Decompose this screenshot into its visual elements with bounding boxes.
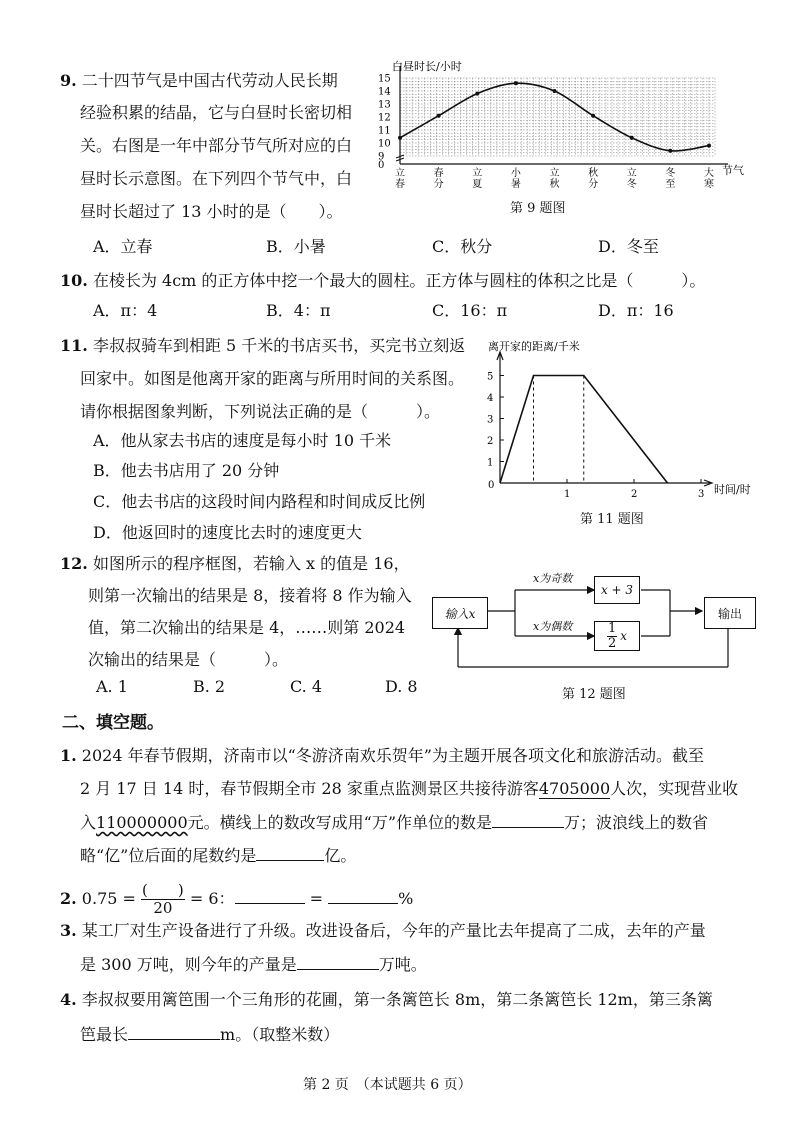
f1-wavy-number: 110000000 [96,813,188,832]
chart-11-xlabel: 时间/时 [714,483,751,496]
flow-input-box: 输入x [432,597,488,629]
f1-underlined-number: 4705000 [538,779,611,798]
q12-option-c[interactable]: C. 4 [290,677,323,696]
svg-text:分: 分 [588,179,599,190]
q9-number: 9. [60,71,77,90]
chart-9-ytick-label: 10 [378,138,391,150]
f3-line-2: 是 300 万吨，则今年的产量是 万吨。 [80,955,427,974]
chart-9-ytick-label: 14 [378,86,391,98]
q9-line-1 [60,70,338,92]
chart-9-ytick-label: 11 [378,125,391,137]
q12-line-1 [60,553,410,575]
q12-option-a[interactable]: A. 1 [96,677,128,696]
f4-number: 4. [60,990,77,1009]
chart-9-xtick-label [472,167,482,190]
f3-line-1 [60,920,706,942]
f1-line-4: 略“亿”位后面的尾数约是 亿。 [80,846,357,865]
q9-line-2: 经验积累的结晶，它与白昼时长密切相 [80,103,353,122]
q9-line-4: 昼时长示意图。在下列四个节气中，白 [80,169,353,188]
chart-9-point [398,136,402,140]
q9-option-c[interactable]: C．秋分 [432,237,493,256]
chart-11-caption: 第 11 题图 [580,512,644,527]
q9-text-1: 二十四节气是中国古代劳动人民长期 [81,71,338,90]
f2-line: 2. 0.75 = $\frac{( )}{20}$ = 6： = % [60,881,414,917]
chart-9-daylength [370,58,750,193]
chart-11-xtick-label: 1 [564,489,571,500]
chart-9-point [475,92,479,96]
f1-blank-2[interactable] [256,844,324,861]
svg-text:分: 分 [433,179,444,190]
f2-blank-percent[interactable] [328,887,398,904]
chart-11-ytick-label: 4 [487,393,494,404]
f2-blank-ratio[interactable] [235,887,305,904]
chart-9-xlabel: 节气 [722,164,744,177]
f2-fraction[interactable]: $\frac{( )}{20}$ [142,881,184,917]
section-title-fill-in: 二、填空题。 [62,713,164,733]
f3-text-1: 某工厂对生产设备进行了升级。改进设备后，今年的产量比去年提高了二成，去年的产量 [81,921,706,940]
f4-line-2: 笆最长 m。（取整米数） [80,1025,340,1044]
q11-option-c[interactable]: C．他去书店的这段时间内路程和时间成反比例 [93,492,426,511]
q12-option-b[interactable]: B. 2 [193,677,226,696]
chart-9-point [630,136,634,140]
chart-9-xtick-label [395,167,405,190]
svg-text:春: 春 [433,168,444,179]
f1-line-2: 2 月 17 日 14 时，春节假期全市 28 家重点监测景区共接待游客4705000人次，实现营业收 [80,779,739,798]
chart-9-xtick-label [434,166,444,190]
chart-11-marks [500,376,668,484]
f3-blank[interactable] [297,953,379,970]
q9-option-a[interactable]: A．立春 [93,237,153,256]
chart-11-ytick-label: 3 [487,414,494,426]
q12-number: 12. [60,554,88,573]
chart-9-caption: 第 9 题图 [510,201,566,216]
chart-9-ytick-label: 12 [378,112,391,124]
svg-text:秋: 秋 [549,179,560,190]
f1-number: 1. [60,746,77,765]
svg-text:寒: 寒 [704,179,714,190]
q12-option-d[interactable]: D. 8 [385,677,418,696]
f3-number: 3. [60,921,77,940]
f1-text-1: 2024 年春节假期，济南市以“冬游济南欢乐贺年”为主题开展各项文化和旅游活动。截至 [81,746,704,765]
chart-11-ylabel: 离开家的距离/千米 [488,340,580,353]
chart-9-zero: 0 [378,160,385,171]
q10-text: 在棱长为 4cm 的正方体中挖一个最大的圆柱。正方体与圆柱的体积之比是（ ）。 [92,271,706,290]
svg-text:立: 立 [626,168,637,179]
svg-text:冬: 冬 [665,168,676,179]
svg-text:秋: 秋 [588,168,599,179]
chart-11-xtick-label: 3 [698,489,705,500]
flow-odd-op-box: x + 3 [594,576,640,604]
flow-output-box: 输出 [704,597,756,629]
q10-option-c[interactable]: C．16：π [432,301,508,320]
chart-11-zero: 0 [488,480,495,491]
q9-line-5: 昼时长超过了 13 小时的是（ ）。 [80,202,343,221]
svg-text:至: 至 [665,179,676,190]
chart-9-point [707,144,711,148]
q11-line-3: 请你根据图象判断，下列说法正确的是（ ）。 [80,402,441,421]
chart-9-xtick-label [550,167,560,190]
q11-line-1 [60,335,465,357]
chart-11-ytick-label: 1 [487,457,494,469]
q9-line-3: 关。右图是一年中部分节气所对应的白 [80,136,353,155]
chart-9-point [437,114,441,118]
chart-9-point [553,89,557,93]
chart-9-point [591,114,595,118]
q10-option-d[interactable]: D．π：16 [598,301,674,320]
q10-option-b[interactable]: B．4：π [266,301,331,320]
q9-option-d[interactable]: D．冬至 [598,237,659,256]
chart-11-ytick-label: 2 [487,436,494,447]
f2-number: 2. [60,889,77,908]
svg-text:立: 立 [395,168,405,179]
svg-text:立: 立 [549,168,560,179]
q10-line [60,270,705,292]
page-footer: 第 2 页 （本试题共 6 页） [303,1077,472,1093]
flow-even-fraction: $\frac{1}{2}$ [607,620,617,651]
svg-text:春: 春 [395,179,405,190]
svg-text:冬: 冬 [626,179,637,190]
chart-9-ytick-label: 9 [378,151,385,163]
chart-9-xtick-label [511,166,522,190]
chart-9-ylabel: 白昼时长/小时 [392,60,462,73]
f1-line-3: 入110000000元。横线上的数改写成用“万”作单位的数是 万；波浪线上的数省 [80,813,709,832]
q12-line-4: 次输出的结果是（ ）。 [88,650,289,669]
chart-9-xtick-label [704,166,714,190]
q10-option-a[interactable]: A．π：4 [93,301,158,320]
chart-9-xtick-label [665,166,675,190]
f1-line-1 [60,745,704,767]
chart-9-xtick-label [627,167,637,190]
chart-9-ytick-label: 13 [378,99,391,111]
chart-11-ytick-label: 5 [487,371,494,383]
chart-9-point [668,149,672,153]
q12-line-2: 则第一次输出的结果是 8，接着将 8 作为输入 [88,586,412,605]
svg-text:大: 大 [704,168,714,179]
chart-11-axes [487,352,712,500]
chart-9-ytick-label: 15 [378,73,391,85]
q12-text-1: 如图所示的程序框图，若输入 x 的值是 16， [92,554,410,573]
f1-blank-1[interactable] [492,811,564,828]
q11-option-d[interactable]: D．他返回时的速度比去时的速度更大 [93,523,362,542]
q11-line-2: 回家中。如图是他离开家的距离与所用时间的关系图。 [80,369,465,388]
q11-text-1: 李叔叔骑车到相距 5 千米的书店买书，买完书立刻返 [92,336,466,355]
svg-text:暑: 暑 [510,179,521,190]
q11-option-a[interactable]: A．他从家去书店的速度是每小时 10 千米 [93,431,392,450]
chart-11-distance [478,336,768,504]
flow-odd-label: x为奇数 [533,572,573,585]
svg-text:小: 小 [510,168,521,179]
f4-text-1: 李叔叔要用篱笆围一个三角形的花圃，第一条篱笆长 8m，第二条篱笆长 12m，第三条篱 [81,990,713,1009]
f4-blank[interactable] [128,1023,220,1040]
svg-text:夏: 夏 [472,179,483,190]
chart-9-grid [400,78,715,156]
q10-number: 10. [60,271,88,290]
flow-even-op-box: $\frac{1}{2}$ x [594,621,640,651]
chart-9-xtick-label [588,166,598,190]
q12-line-3: 值，第二次输出的结果是 4，……则第 2024 [88,618,406,637]
flow-even-label: x为偶数 [533,620,573,633]
flow-caption: 第 12 题图 [562,687,626,702]
q11-number: 11. [60,336,88,355]
svg-text:立: 立 [472,168,483,179]
q9-option-b[interactable]: B．小暑 [266,237,326,256]
f4-line-1 [60,989,713,1011]
chart-9-point [514,81,518,85]
chart-11-xtick-label: 2 [631,489,638,500]
q11-option-b[interactable]: B．他去书店用了 20 分钟 [93,461,280,480]
